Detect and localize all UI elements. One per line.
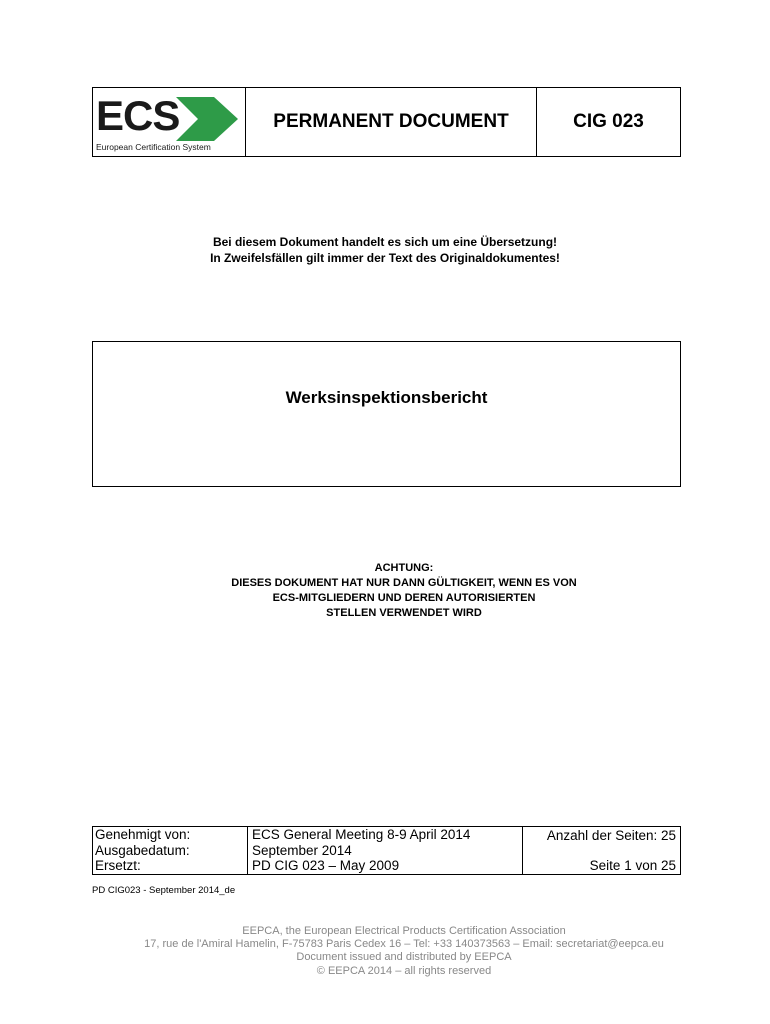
document-reference: PD CIG023 - September 2014_de: [92, 885, 236, 896]
page-count: Anzahl der Seiten: 25: [546, 828, 676, 843]
document-header: [92, 87, 681, 157]
ecs-logo: [93, 88, 246, 156]
footer-line: 17, rue de l'Amiral Hamelin, F-75783 Paris Cedex 16 – Tel: +33 140373563 – Email: secretariat@eepca.eu: [144, 938, 664, 951]
header-title: PERMANENT DOCUMENT: [246, 88, 537, 156]
logo-text: ECS: [96, 92, 180, 139]
warning-line: STELLEN VERWENDET WIRD: [326, 607, 482, 619]
translation-note-line: Bei diesem Dokument handelt es sich um eine Übersetzung!: [212, 235, 558, 249]
page-info: [523, 827, 680, 874]
value-approved-by: ECS General Meeting 8-9 April 2014: [252, 827, 471, 842]
info-values: [248, 827, 523, 874]
value-replaces: PD CIG 023 – May 2009: [252, 858, 400, 873]
document-title-box: [92, 341, 681, 487]
document-title: Werksinspektionsbericht: [285, 387, 488, 407]
approval-info-table: [92, 826, 681, 875]
value-issue-date: September 2014: [252, 842, 352, 858]
warning-line: ECS-MITGLIEDERN UND DEREN AUTORISIERTEN: [272, 592, 536, 604]
logo-arrow-icon: [176, 97, 238, 141]
translation-note: [0, 234, 770, 266]
document-code: CIG 023: [573, 111, 644, 132]
info-labels: [93, 827, 248, 874]
translation-note-line: In Zweifelsfällen gilt immer der Text des Originaldokumentes!: [210, 251, 560, 265]
label-issue-date: Ausgabedatum:: [95, 842, 190, 858]
footer-line: EEPCA, the European Electrical Products Certification Association: [242, 925, 566, 937]
label-approved-by: Genehmigt von:: [95, 827, 191, 842]
warning-line: ACHTUNG:: [374, 562, 434, 574]
footer-line: Document issued and distributed by EEPCA: [296, 951, 512, 964]
organization-footer: [0, 925, 770, 978]
logo-subtitle: European Certification System: [96, 142, 211, 152]
page-number: Seite 1 von 25: [589, 857, 676, 873]
footer-line: © EEPCA 2014 – all rights reserved: [316, 964, 492, 977]
label-replaces: Ersetzt:: [95, 858, 141, 873]
warning-line: DIESES DOKUMENT HAT NUR DANN GÜLTIGKEIT, WENN ES VON: [231, 577, 577, 589]
warning-notice: [0, 561, 770, 621]
